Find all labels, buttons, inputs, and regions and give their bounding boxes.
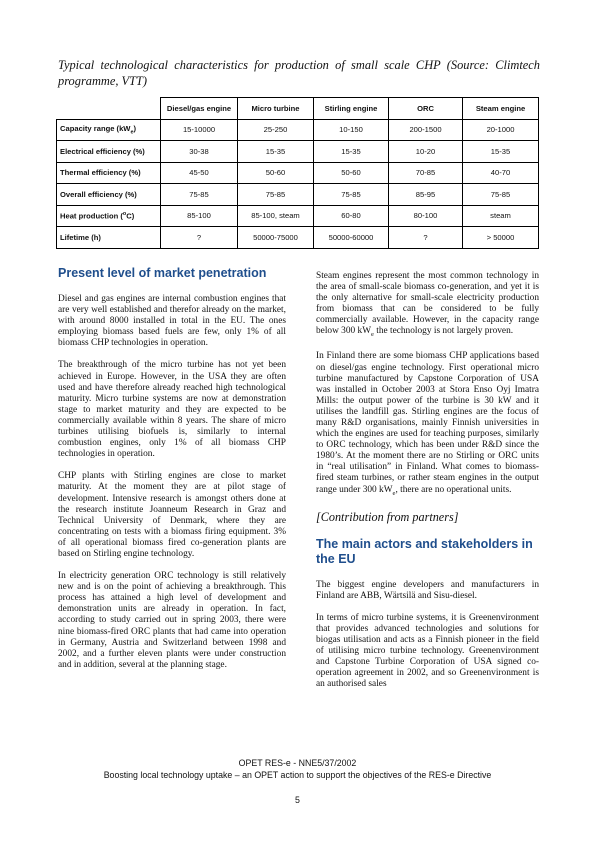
table-cell: 60-80: [314, 205, 389, 227]
paragraph: In electricity generation ORC technology is still relatively new and is on the point of achieving a breakthrough. This process has attained a high level of development and demonstration units are already in operation. In fact, according to study carried out in spring 2003, there were nine biomass-fired ORC plants that had came into operation in Germany, Austria and Switzerland between 1998 and 2002, and a further eleven plants were under construction and in addition, several at the planning stage.: [58, 571, 286, 670]
table-row: [57, 141, 539, 163]
paragraph: Steam engines represent the most common technology in the area of small-scale biomass co-generation, and yet it is the only alternative for small-scale electricity production from biomass that can be considered to be fully commercially available. However, in the capacity range below 300 $kW_e$ the technology is not largely proven.: [316, 271, 539, 339]
page-number: 5: [295, 795, 300, 805]
row-label: Thermal efficiency (%): [57, 162, 161, 184]
table-cell: 25-250: [238, 119, 314, 141]
row-label: Heat production ($^o$C): [57, 205, 161, 227]
table-cell: > 50000: [463, 227, 539, 249]
table-cell: ?: [161, 227, 238, 249]
table-cell: 75-85: [314, 184, 389, 206]
section-heading-market-penetration: Present level of market penetration: [58, 266, 267, 280]
row-label: Lifetime (h): [57, 227, 161, 249]
table-caption: Typical technological characteristics for production of small scale CHP (Source: Climtech programme, VTT): [58, 58, 540, 88]
table-cell: 50000-75000: [238, 227, 314, 249]
column-header: Diesel/gas engine: [161, 98, 238, 120]
table-cell: 15-35: [463, 141, 539, 163]
table-cell: 50-60: [314, 162, 389, 184]
table-cell: 30-38: [161, 141, 238, 163]
paragraph: Diesel and gas engines are internal combustion engines that are very well established and therefor already on the market, with around 8000 installed in total in the EU. The ones employing biomass based fuels are few, only 1% of all biomass CHP technologies in operation.: [58, 294, 286, 349]
table-header-row: [57, 98, 539, 120]
table-cell: 75-85: [161, 184, 238, 206]
paragraph: CHP plants with Stirling engines are close to market maturity. At the moment they are at pilot stage of development. Intensive research is amongst others done at the research institute Joanneum Research in Graz and Technical University of Denmark, where they are concentrating on tests with a biomass firing equipment. 3% of all operational biomass fired co-generation plants are based on Stirling engine technology.: [58, 471, 286, 559]
row-label: Electrical efficiency (%): [57, 141, 161, 163]
table-cell: 45-50: [161, 162, 238, 184]
table-cell: 75-85: [238, 184, 314, 206]
table-cell: 15-10000: [161, 119, 238, 141]
row-label: Overall efficiency (%): [57, 184, 161, 206]
left-column: [58, 266, 286, 682]
column-header: Stirling engine: [314, 98, 389, 120]
table-cell: 10-150: [314, 119, 389, 141]
table-cell: 80-100: [389, 205, 463, 227]
table-cell: steam: [463, 205, 539, 227]
table-row: [57, 184, 539, 206]
row-label: Capacity range $(kW_e)$: [57, 119, 161, 141]
table-cell: 200-1500: [389, 119, 463, 141]
section-heading-actors: The main actors and stakeholders in the EU: [316, 536, 533, 566]
table-cell: 20-1000: [463, 119, 539, 141]
table-cell: 85-95: [389, 184, 463, 206]
table-cell: 50-60: [238, 162, 314, 184]
table-row: [57, 162, 539, 184]
table-cell: 75-85: [463, 184, 539, 206]
table-cell: 85-100, steam: [238, 205, 314, 227]
paragraph: The biggest engine developers and manufacturers in Finland are ABB, Wärtsilä and Sisu-diesel.: [316, 579, 539, 601]
contribution-note: [Contribution from partners]: [316, 509, 459, 524]
table-row: [57, 205, 539, 227]
table-row: [57, 119, 539, 141]
column-header: ORC: [389, 98, 463, 120]
right-column: [316, 271, 539, 701]
table-cell: 10-20: [389, 141, 463, 163]
footer-tagline: Boosting local technology uptake – an OPET action to support the objectives of the RES-e Directive: [103, 770, 492, 780]
table-cell: ?: [389, 227, 463, 249]
table-cell: 50000-60000: [314, 227, 389, 249]
footer-project-code: OPET RES-e - NNE5/37/2002: [238, 758, 357, 768]
paragraph: In terms of micro turbine systems, it is Greenenvironment that provides advanced technologies and solutions for biogas utilisation and acts as a Finnish pioneer in the field of utilising micro turbine technology. Greenenvironment and Capstone Turbine Corporation of USA signed co-operation agreement in 2002, and so Greenenvironment is an authorised sales: [316, 612, 539, 690]
table-cell: 40-70: [463, 162, 539, 184]
table-cell: 15-35: [238, 141, 314, 163]
table-cell: 15-35: [314, 141, 389, 163]
table-corner-cell: [57, 98, 161, 120]
table-row: [57, 227, 539, 249]
chp-characteristics-table: [56, 97, 539, 249]
paragraph: The breakthrough of the micro turbine has not yet been achieved in Europe. However, in the USA they are often used and have therefore already reached high technological maturity. Micro turbine systems are now at demonstration stage to market maturity and they are expected to be commercially available within 8 years. The share of micro turbines utilising biofuels is, similarly to internal combustion engines, only 1% of all biomass CHP technologies in operation.: [58, 360, 286, 460]
table-cell: 85-100: [161, 205, 238, 227]
table-cell: 70-85: [389, 162, 463, 184]
column-header: Micro turbine: [238, 98, 314, 120]
paragraph: In Finland there are some biomass CHP applications based on diesel/gas engine technology. First operational micro turbine manufactured by Capstone Corporation of USA was installed in October 2003 at Stora Enso Oyj Imatra Mills: the output power of the turbine is 30 kW and it utilises the landfill gas. Stirling engines are the focus of many R&D organisations, mainly Finnish universities in which the engines are used for teaching purposes, similarly to ORC technology, which has been under R&D since the 1980’s. At the moment there are no Stirling or ORC units in “real utilisation” in Finland. What comes to biomass-fired steam turbines, or rather steam engines in the output range under 300 $kW_e$, there are no operational units.: [316, 351, 539, 497]
column-header: Steam engine: [463, 98, 539, 120]
